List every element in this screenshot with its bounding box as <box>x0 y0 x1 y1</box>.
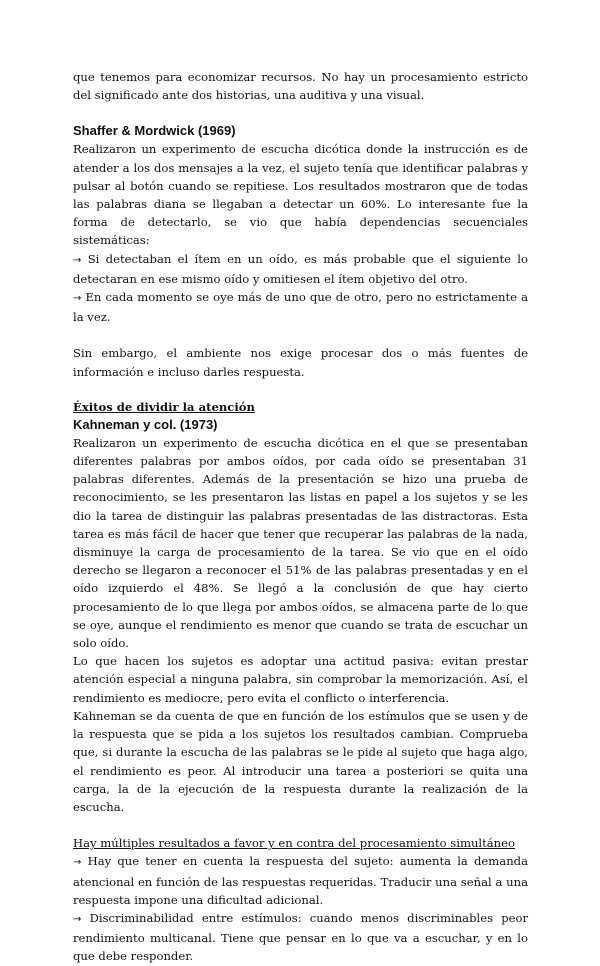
spacer <box>73 816 528 834</box>
arrow-icon: → <box>73 293 82 305</box>
shaffer-bullet-2 <box>73 288 528 326</box>
bullet-text: Si detectaban el ítem en un oído, es más probable que el siguiente lo detectaran en ese mismo oído y omitiesen el ítem objetivo del otro. <box>73 251 529 286</box>
kahneman-paragraph-2: Lo que hacen los sujetos es adoptar una actitud pasiva: evitan prestar atención especial a ninguna palabra, sin comprobar la memorización. Así, el rendimiento es mediocre, pero evita el conflicto o interferencia. <box>73 654 528 705</box>
kahneman-paragraph-1: Realizaron un experimento de escucha dicótica en el que se presentaban diferentes palabras por ambos oídos, por cada oído se presentaban 31 palabras diferentes. Además de la presentación se hizo una prueba de reconocimiento, se les presentaron las listas en papel a los sujetos y se les dio la tarea de distinguir las palabras presentadas de las distractoras. Esta tarea es más fácil de hacer que tener que recuperar las palabras de la nada, disminuye la carga de procesamiento de la tarea. Se vio que en el oído derecho se llegaron a reconocer el 51% de las palabras presentadas y en el oído izquierdo el 48%. Se llegó a la conclusión de que hay cierto procesamiento de lo que llega por ambos oídos, se almacena parte de lo que se oye, aunque el rendimiento es menor que cuando se trata de escuchar un solo oído. <box>73 435 528 651</box>
bullet-text: Hay que tener en cuenta la respuesta del sujeto: aumenta la demanda atencional en función de las respuestas requeridas. Traducir una señal a una respuesta impone una dificultad adicional. <box>73 854 528 907</box>
exitos-section-title: Éxitos de dividir la atención <box>73 399 255 414</box>
arrow-icon: → <box>73 913 82 925</box>
shaffer-heading: Shaffer & Mordwick (1969) <box>73 123 236 139</box>
arrow-icon: → <box>73 254 82 266</box>
bullet-text: En cada momento se oye más de uno que de otro, pero no estrictamente a la vez. <box>73 290 528 325</box>
bullet-text: Discriminabilidad entre estímulos: cuando menos discriminables peor rendimiento multicanal. Tiene que pensar en lo que va a escuchar, y en lo que debe responder. <box>73 910 529 964</box>
kahneman-paragraph-3: Kahneman se da cuenta de que en función de los estímulos que se usen y de la respuesta que se pida a los sujetos los resultados cambian. Comprueba que, si durante la escucha de las palabras se le pide al sujeto que haga algo, el rendimiento es peor. Al introducir una tarea a posteriori se quita una carga, la de la ejecución de la respuesta durante la realización de la escucha. <box>73 708 528 814</box>
spacer <box>73 104 528 122</box>
shaffer-paragraph: Realizaron un experimento de escucha dicótica donde la instrucción es de atender a los dos mensajes a la vez, el sujeto tenía que identificar palabras y pulsar al botón cuando se repitiese. Los resultados mostraron que de todas las palabras diana se llegaban a detectar un 60%. Lo interesante fue la forma de detectarlo, se vio que había dependencias secuenciales sistemáticas: <box>73 142 528 248</box>
shaffer-bullet-1 <box>73 250 528 288</box>
multiples-bullet-2 <box>73 909 528 966</box>
intro-paragraph: que tenemos para economizar recursos. No hay un procesamiento estricto del significado ante dos historias, una auditiva y una visual. <box>73 70 528 103</box>
spacer <box>73 326 528 344</box>
document-page <box>73 68 528 966</box>
environment-paragraph: Sin embargo, el ambiente nos exige procesar dos o más fuentes de información e incluso darles respuesta. <box>73 346 528 379</box>
kahneman-heading: Kahneman y col. (1973) <box>73 416 218 432</box>
multiples-bullet-1 <box>73 852 528 909</box>
arrow-icon: → <box>73 857 82 869</box>
multiples-sub-title: Hay múltiples resultados a favor y en contra del procesamiento simultáneo <box>73 836 515 851</box>
spacer <box>73 381 528 398</box>
